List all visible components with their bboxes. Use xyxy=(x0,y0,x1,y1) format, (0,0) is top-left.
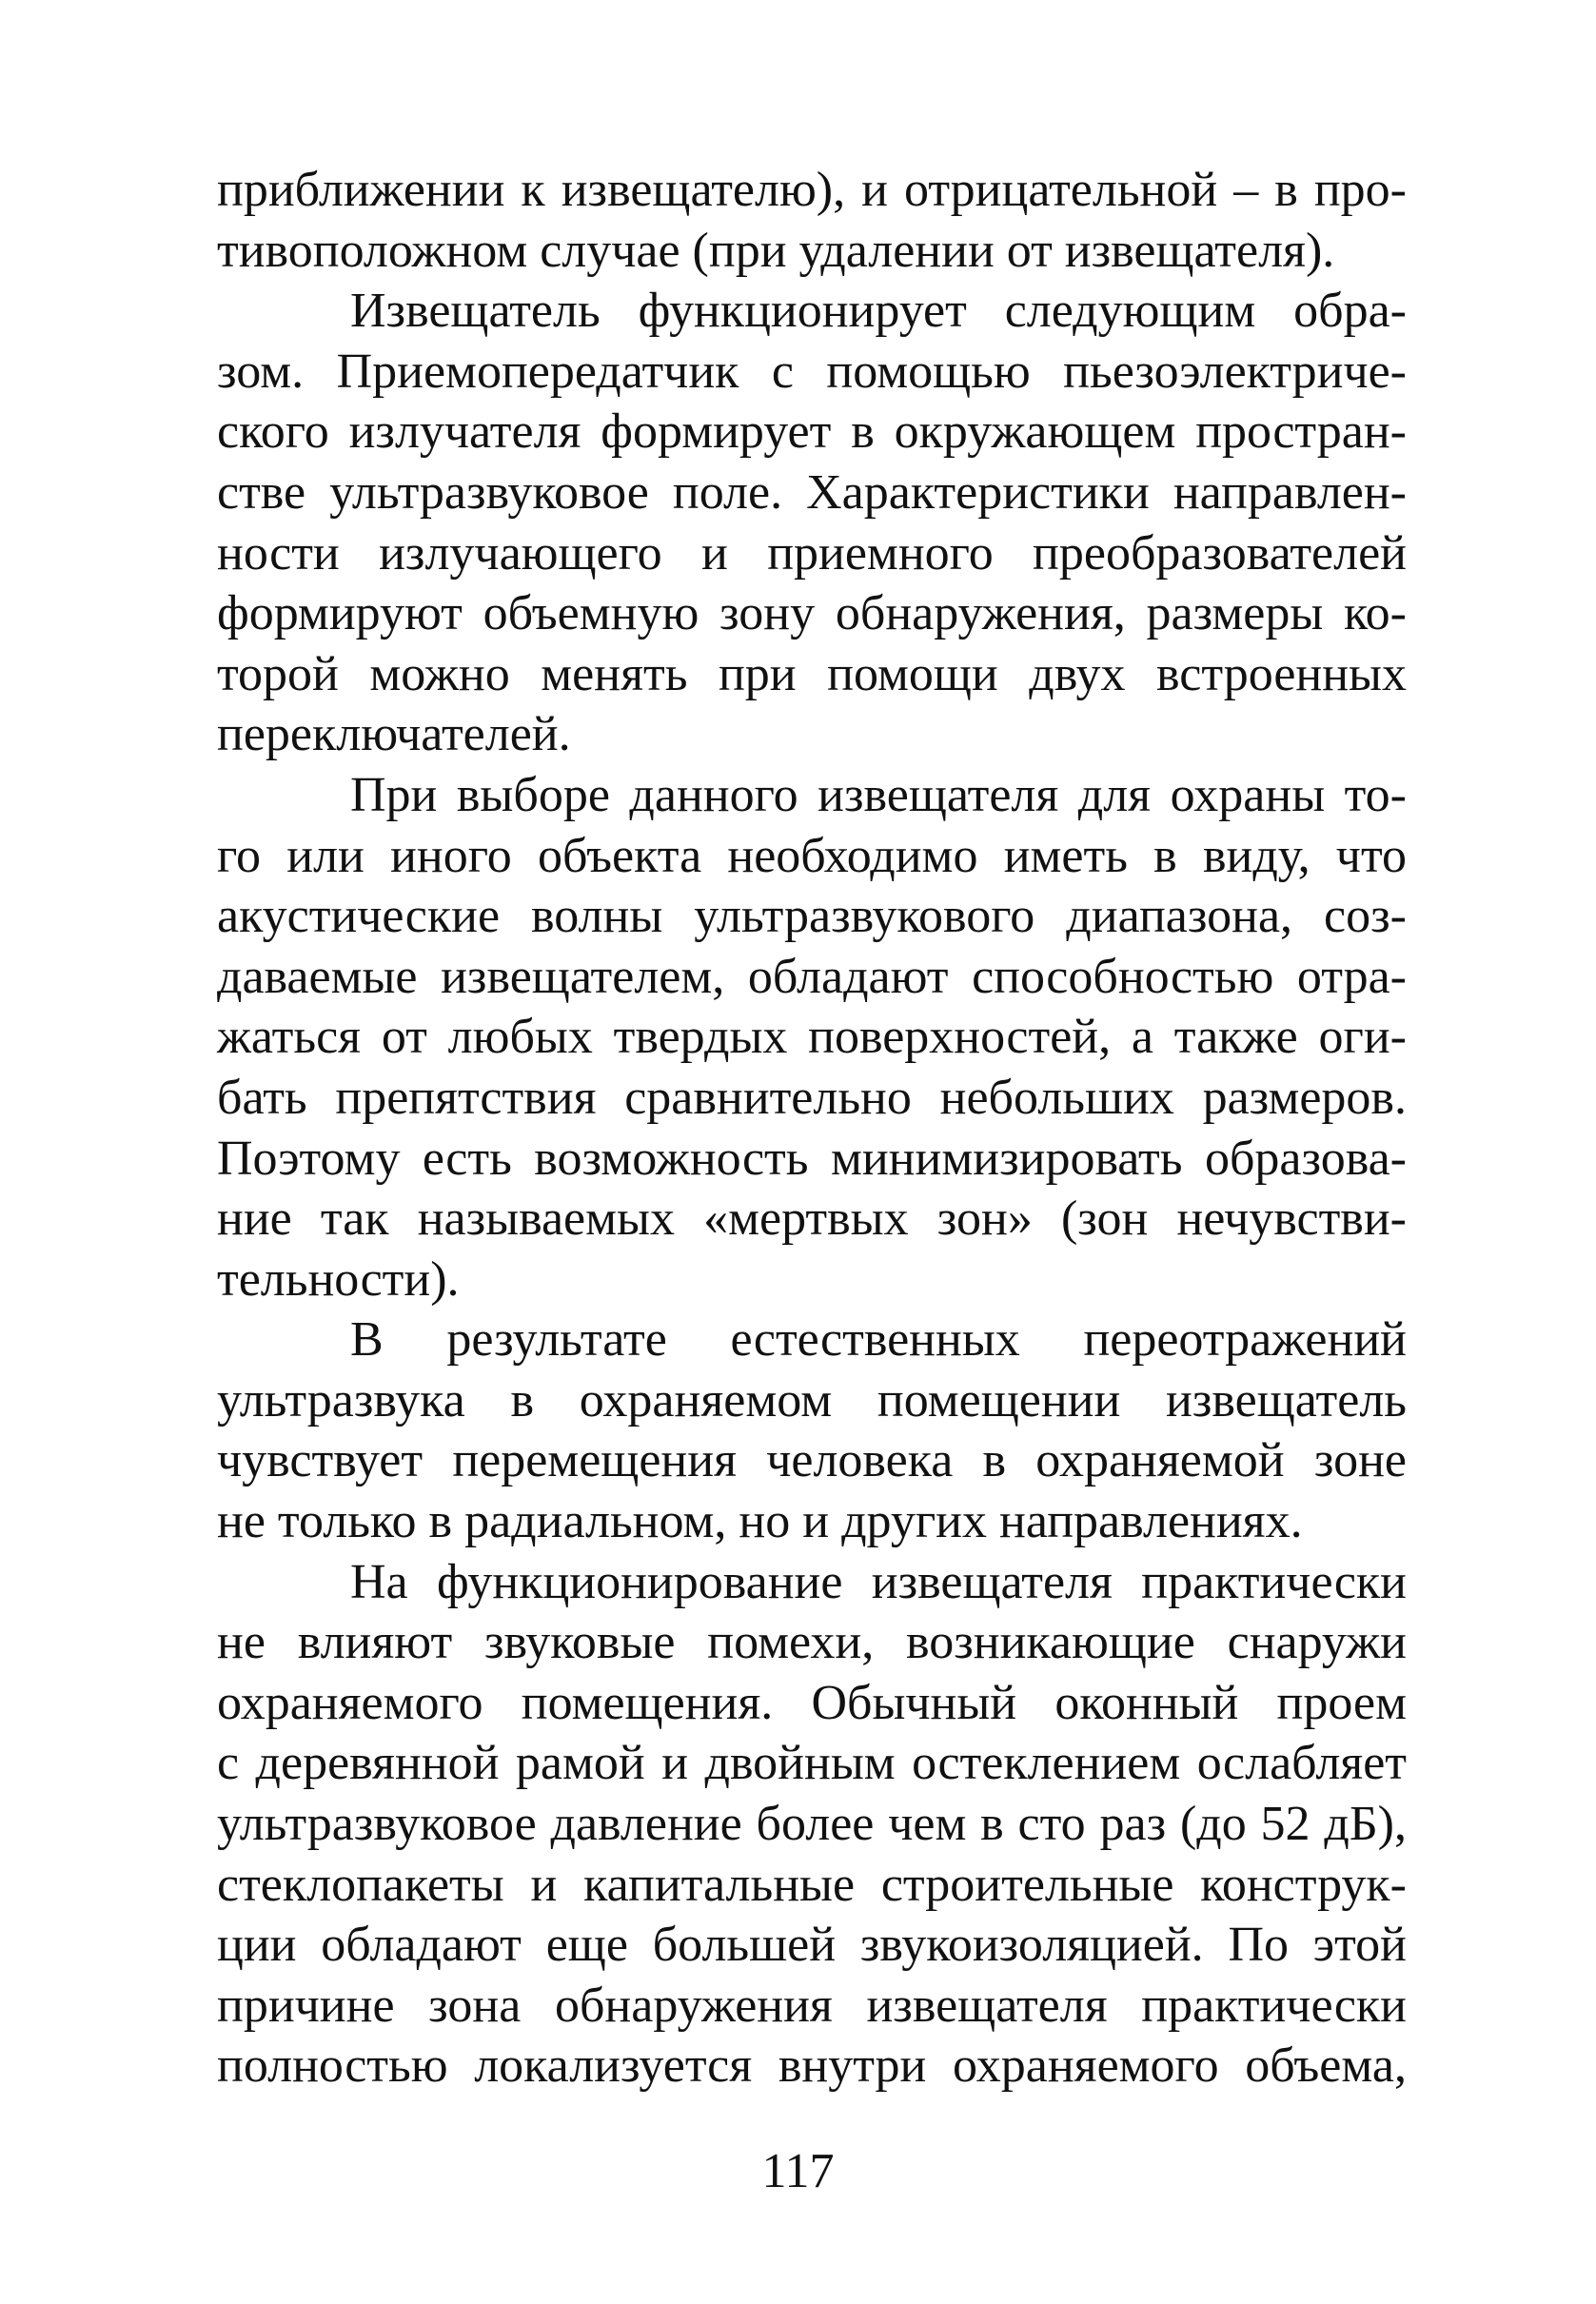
text-line: акустические волны ультразвукового диапазона, соз- xyxy=(217,889,1407,944)
paragraph-operation xyxy=(217,281,1407,765)
text-line: чувствует перемещения человека в охраняемой зоне xyxy=(217,1433,1407,1488)
text-line: бать препятствия сравнительно небольших размеров. xyxy=(217,1070,1407,1125)
text-line: даваемые извещателем, обладают способностью отра- xyxy=(217,949,1407,1004)
body-text xyxy=(217,160,1407,2097)
page-number: 117 xyxy=(761,2144,835,2198)
text-line: Поэтому есть возможность минимизировать образова- xyxy=(217,1131,1407,1186)
text-line: ультразвука в охраняемом помещении извещатель xyxy=(217,1372,1407,1428)
text-line: причине зона обнаружения извещателя практически xyxy=(217,1978,1407,2033)
text-line: торой можно менять при помощи двух встроенных xyxy=(217,646,1407,701)
text-line: приближении к извещателю), и отрицательной – в про- xyxy=(217,163,1407,217)
text-line: охраняемого помещения. Обычный оконный проем xyxy=(217,1675,1407,1730)
text-line: с деревянной рамой и двойным остеклением ослабляет xyxy=(217,1736,1407,1791)
text-line: стеклопакеты и капитальные строительные конструк- xyxy=(217,1857,1407,1912)
text-line: В результате естественных переотражений xyxy=(350,1312,1407,1368)
text-line: тельности). xyxy=(217,1251,460,1307)
text-line: тивоположном случае (при удалении от извещателя). xyxy=(217,223,1335,278)
text-line: ского излучателя формирует в окружающем простран- xyxy=(217,404,1407,460)
text-line: стве ультразвуковое поле. Характеристики направлен- xyxy=(217,464,1407,520)
text-line: При выборе данного извещателя для охраны то- xyxy=(350,767,1407,822)
text-line: не влияют звуковые помехи, возникающие снаружи xyxy=(217,1615,1407,1670)
text-line: зом. Приемопередатчик с помощью пьезоэлектриче- xyxy=(217,344,1407,399)
paragraph-continuation xyxy=(217,160,1407,281)
text-line: Извещатель функционирует следующим обра- xyxy=(350,284,1407,339)
text-line: не только в радиальном, но и других направлениях. xyxy=(217,1494,1303,1549)
text-line: формируют объемную зону обнаружения, размеры ко- xyxy=(217,586,1407,641)
text-line: полностью локализуется внутри охраняемого объема, xyxy=(217,2038,1407,2094)
text-line: жаться от любых твердых поверхностей, а также оги- xyxy=(217,1010,1407,1065)
text-line: ции обладают еще большей звукоизоляцией. По этой xyxy=(217,1918,1407,1973)
text-line: ности излучающего и приемного преобразователей xyxy=(217,525,1407,581)
text-line: На функционирование извещателя практически xyxy=(350,1554,1407,1609)
text-line: ние так называемых «мертвых зон» (зон нечувстви- xyxy=(217,1191,1407,1247)
paragraph-selection xyxy=(217,765,1407,1310)
text-line: го или иного объекта необходимо иметь в виду, что xyxy=(217,828,1407,883)
paragraph-noise xyxy=(217,1552,1407,2097)
paragraph-reflections xyxy=(217,1310,1407,1551)
text-line: переключателей. xyxy=(217,707,571,762)
text-line: ультразвуковое давление более чем в сто раз (до 52 дБ), xyxy=(217,1797,1407,1852)
